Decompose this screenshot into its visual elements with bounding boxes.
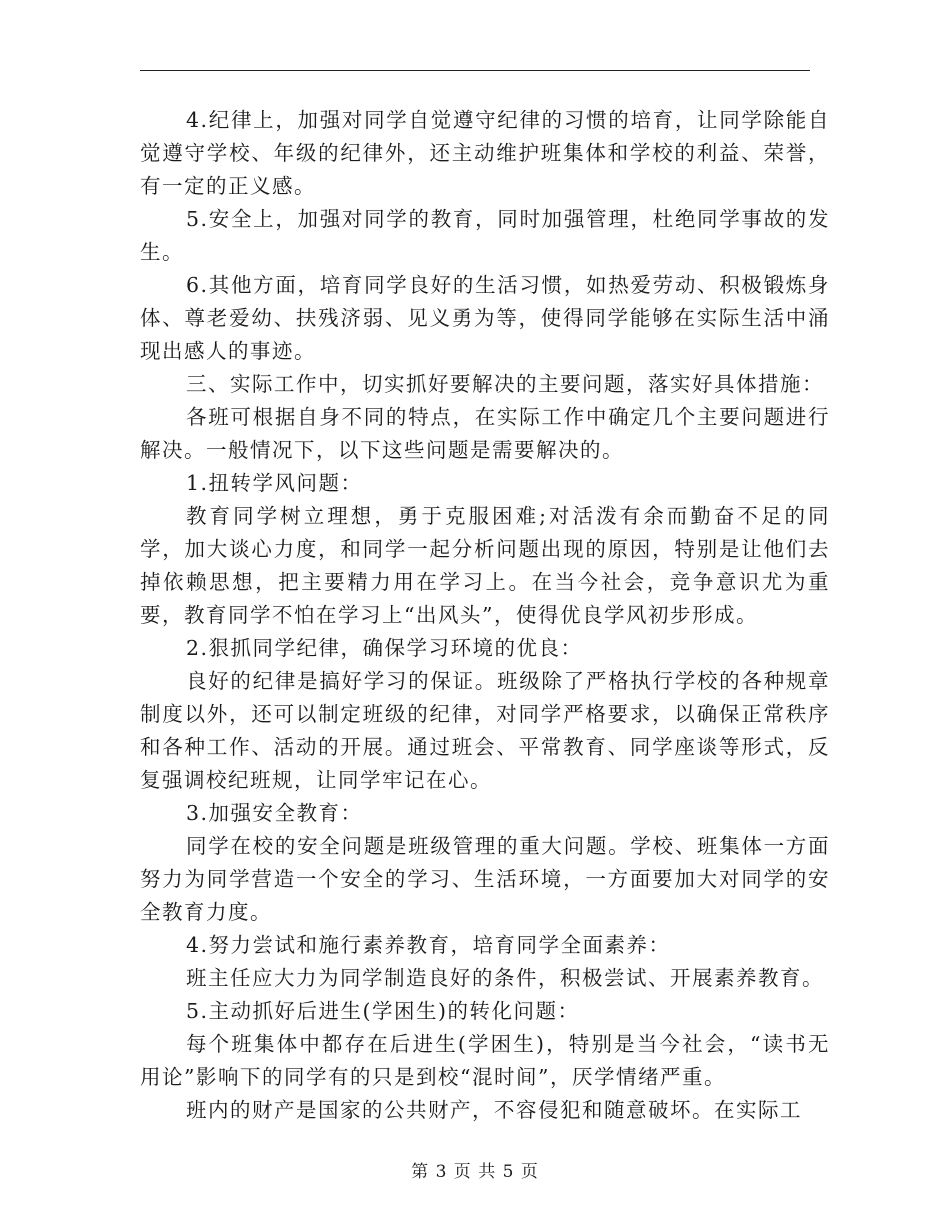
paragraph-class-property: 班内的财产是国家的公共财产，不容侵犯和随意破坏。在实际工 [186,1098,802,1122]
paragraph-intro: 各班可根据自身不同的特点，在实际工作中确定几个主要问题进行解决。一般情况下，以下这些问题是需要解决的。 [140,405,830,462]
paragraph-discipline: 4.纪律上，加强对同学自觉遵守纪律的习惯的培育，让同学除能自觉遵守学校、年级的纪律外，还主动维护班集体和学校的利益、荣誉，有一定的正义感。 [140,108,830,198]
header-rule [140,70,810,71]
subheading-2: 2.狠抓同学纪律，确保学习环境的优良： [186,636,583,660]
paragraph-safety-education: 同学在校的安全问题是班级管理的重大问题。学校、班集体一方面努力为同学营造一个安全的学习、生活环境，一方面要加大对同学的安全教育力度。 [140,834,830,924]
subheading-5: 5.主动抓好后进生(学困生)的转化问题： [186,999,580,1023]
paragraph-study-style: 教育同学树立理想，勇于克服困难;对活泼有余而勤奋不足的同学，加大谈心力度，和同学一起分析问题出现的原因，特别是让他们去掉依赖思想，把主要精力用在学习上。在当今社会，竞争意识尤为重要，教育同学不怕在学习上“出风头”，使得优良学风初步形成。 [140,504,830,627]
paragraph-other-aspects: 6.其他方面，培育同学良好的生活习惯，如热爱劳动、积极锻炼身体、尊老爱幼、扶残济弱、见义勇为等，使得同学能够在实际生活中涌现出感人的事迹。 [140,273,830,363]
subheading-4: 4.努力尝试和施行素养教育，培育同学全面素养： [186,933,671,957]
page-footer: 第 3 页 共 5 页 [411,1162,539,1182]
paragraph-safety: 5.安全上，加强对同学的教育，同时加强管理，杜绝同学事故的发生。 [140,207,830,264]
paragraph-class-discipline: 良好的纪律是搞好学习的保证。班级除了严格执行学校的各种规章制度以外，还可以制定班级的纪律，对同学严格要求，以确保正常秩序和各种工作、活动的开展。通过班会、平常教育、同学座谈等形式，反复强调校纪班规，让同学牢记在心。 [140,669,830,792]
subheading-1: 1.扭转学风问题： [186,471,363,495]
paragraph-quality-education: 班主任应大力为同学制造良好的条件，积极尝试、开展素养教育。 [186,966,824,990]
paragraph-underachievers: 每个班集体中都存在后进生(学困生)，特别是当今社会，“读书无用论”影响下的同学有的只是到校“混时间”，厌学情绪严重。 [140,1032,830,1089]
section-heading-3: 三、实际工作中，切实抓好要解决的主要问题，落实好具体措施： [186,372,824,396]
subheading-3: 3.加强安全教育： [186,801,363,825]
document-body [140,104,830,1127]
